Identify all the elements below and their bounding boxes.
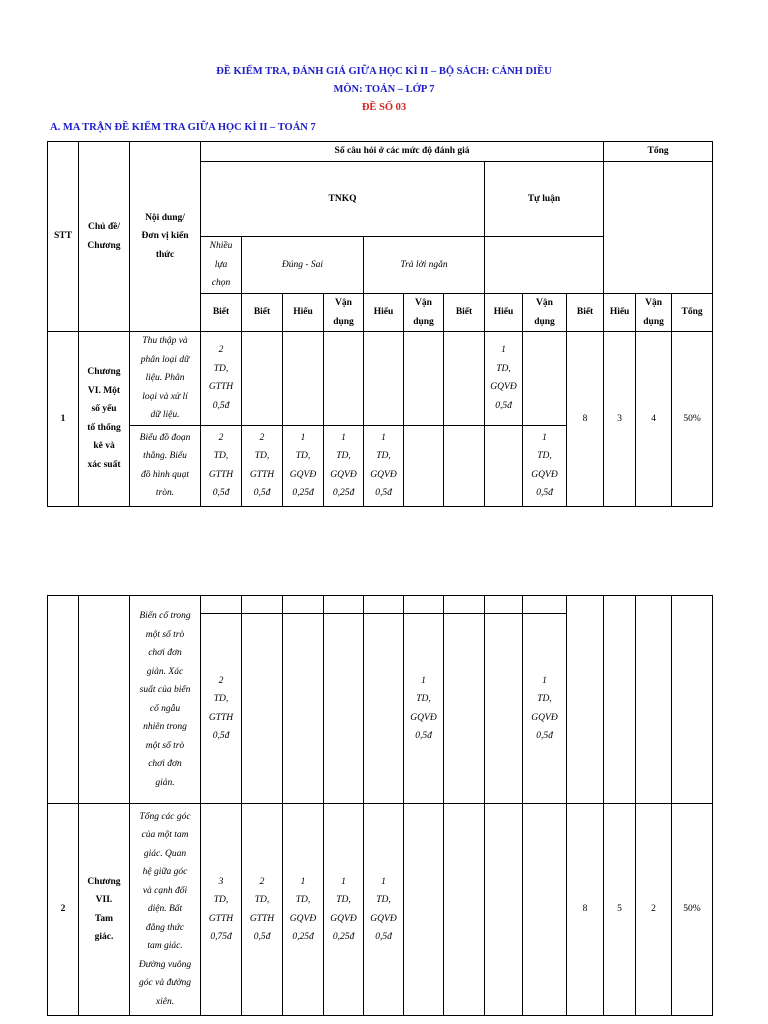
matrix-table-part-1 — [47, 141, 713, 507]
exam-number: ĐỀ SỐ 03 — [361, 102, 407, 113]
cell — [485, 614, 523, 804]
header-tln-hieu: Hiểu — [364, 294, 404, 332]
row1-total-van-dung: 4 — [636, 332, 672, 507]
row1-sub1-content: Thu thập và phân loại dữ liệu. Phân loại và xử lí dữ liệu. — [130, 332, 201, 426]
row1-sub2-ds-hieu: 1 TD, GQVĐ 0,25đ — [283, 425, 324, 506]
cell — [444, 332, 485, 426]
header-tnkq: TNKQ — [201, 162, 485, 237]
cell — [364, 614, 404, 804]
cell — [242, 596, 283, 614]
row2-tln-hieu: 1 TD, GQVĐ 0,5đ — [364, 804, 404, 1016]
row2-multiple-choice: 3 TD, GTTH 0,75đ — [201, 804, 242, 1016]
cell — [283, 332, 324, 426]
cell — [242, 332, 283, 426]
row1-sub2-ds-van-dung: 1 TD, GQVĐ 0,25đ — [324, 425, 364, 506]
row1-total-hieu: 3 — [604, 332, 636, 507]
header-ds-hieu: Hiểu — [283, 294, 324, 332]
cell — [523, 804, 567, 1016]
row2-stt: 2 — [48, 804, 79, 1016]
row1-stt: 1 — [48, 332, 79, 507]
header-stt: STT — [48, 142, 79, 332]
header-total-tong: Tổng — [672, 294, 713, 332]
cell — [523, 332, 567, 426]
cell — [485, 804, 523, 1016]
cont-total-vd-blank — [636, 596, 672, 804]
row1-sub2-multiple-choice: 2 TD, GTTH 0,5đ — [201, 425, 242, 506]
row1-sub3-multiple-choice: 2 TD, GTTH 0,5đ — [201, 614, 242, 804]
header-levels: Số câu hỏi ở các mức độ đánh giá — [201, 142, 604, 162]
cont-chapter-blank — [79, 596, 130, 804]
header-tln-van-dung: Vận dụng — [404, 294, 444, 332]
matrix-table-part-2 — [47, 595, 713, 1016]
cell — [283, 614, 324, 804]
row2-ds-van-dung: 1 TD, GQVĐ 0,25đ — [324, 804, 364, 1016]
cell — [364, 332, 404, 426]
header-ds-van-dung: Vận dụng — [324, 294, 364, 332]
document-title: ĐỀ KIỂM TRA, ĐÁNH GIÁ GIỮA HỌC KÌ II – BỘ SÁCH: CÁNH DIỀU — [216, 66, 552, 77]
cell — [444, 596, 485, 614]
header-tl-van-dung: Vận dụng — [523, 294, 567, 332]
cell — [485, 425, 523, 506]
header-ds-biet: Biết — [242, 294, 283, 332]
row1-sub2-tln-hieu: 1 TD, GQVĐ 0,5đ — [364, 425, 404, 506]
row2-total-hieu: 5 — [604, 804, 636, 1016]
cell — [324, 332, 364, 426]
header-short-answer: Trả lời ngắn — [364, 237, 485, 294]
header-total-van-dung: Vận dụng — [636, 294, 672, 332]
cell — [404, 596, 444, 614]
row1-sub1-multiple-choice: 2 TD, GTTH 0,5đ — [201, 332, 242, 426]
header-tu-luan: Tự luận — [485, 162, 604, 237]
row2-total-van-dung: 2 — [636, 804, 672, 1016]
cell — [523, 596, 567, 614]
cell — [324, 614, 364, 804]
cont-stt-blank — [48, 596, 79, 804]
header-tl-biet: Biết — [444, 294, 485, 332]
header-mc-biet: Biết — [201, 294, 242, 332]
header-total: Tổng — [604, 142, 713, 162]
header-total-blank — [604, 162, 713, 294]
cell — [444, 804, 485, 1016]
header-tu-luan-blank — [485, 237, 604, 294]
row2-total-ratio: 50% — [672, 804, 713, 1016]
cont-total-hieu-blank — [604, 596, 636, 804]
cell — [485, 596, 523, 614]
cell — [364, 596, 404, 614]
header-total-biet: Biết — [567, 294, 604, 332]
cell — [242, 614, 283, 804]
cell — [444, 425, 485, 506]
row2-ds-hieu: 1 TD, GQVĐ 0,25đ — [283, 804, 324, 1016]
row1-total-ratio: 50% — [672, 332, 713, 507]
row2-content: Tổng các góc của một tam giác. Quan hệ giữa góc và cạnh đối diện. Bất đẳng thức tam giác. Đường vuông góc và đường xiên. — [130, 804, 201, 1016]
row2-ds-biet: 2 TD, GTTH 0,5đ — [242, 804, 283, 1016]
row1-sub2-tl-van-dung: 1 TD, GQVĐ 0,5đ — [523, 425, 567, 506]
cell — [324, 596, 364, 614]
row1-chapter: Chương VI. Một số yếu tố thống kê và xác suất — [79, 332, 130, 507]
row1-sub3-tl-van-dung: 1 TD, GQVĐ 0,5đ — [523, 614, 567, 804]
cell — [404, 425, 444, 506]
header-tl-hieu: Hiểu — [485, 294, 523, 332]
row2-total-biet: 8 — [567, 804, 604, 1016]
subject-line: MÔN: TOÁN – LỚP 7 — [333, 84, 435, 95]
cell — [201, 596, 242, 614]
header-content: Nội dung/ Đơn vị kiến thức — [130, 142, 201, 332]
header-chapter: Chủ đề/ Chương — [79, 142, 130, 332]
row1-sub3-content: Biến cố trong một số trò chơi đơn giản. Xác suất của biến cố ngẫu nhiên trong một số trò chơi đơn giản. — [130, 596, 201, 804]
header-multiple-choice: Nhiều lựa chọn — [201, 237, 242, 294]
cont-total-ratio-blank — [672, 596, 713, 804]
row1-sub3-tln-van-dung: 1 TD, GQVĐ 0,5đ — [404, 614, 444, 804]
cell — [404, 332, 444, 426]
row1-total-biet: 8 — [567, 332, 604, 507]
section-heading: A. MA TRẬN ĐỀ KIỂM TRA GIỮA HỌC KÌ II – TOÁN 7 — [50, 122, 316, 133]
row1-sub2-content: Biểu đồ đoạn thẳng. Biểu đồ hình quạt tròn. — [130, 425, 201, 506]
header-true-false: Đúng - Sai — [242, 237, 364, 294]
cont-total-biet-blank — [567, 596, 604, 804]
row1-sub2-ds-biet: 2 TD, GTTH 0,5đ — [242, 425, 283, 506]
cell — [283, 596, 324, 614]
cell — [404, 804, 444, 1016]
row2-chapter: Chương VII. Tam giác. — [79, 804, 130, 1016]
cell — [444, 614, 485, 804]
row1-sub1-tl-hieu: 1 TD, GQVĐ 0,5đ — [485, 332, 523, 426]
header-total-hieu: Hiểu — [604, 294, 636, 332]
